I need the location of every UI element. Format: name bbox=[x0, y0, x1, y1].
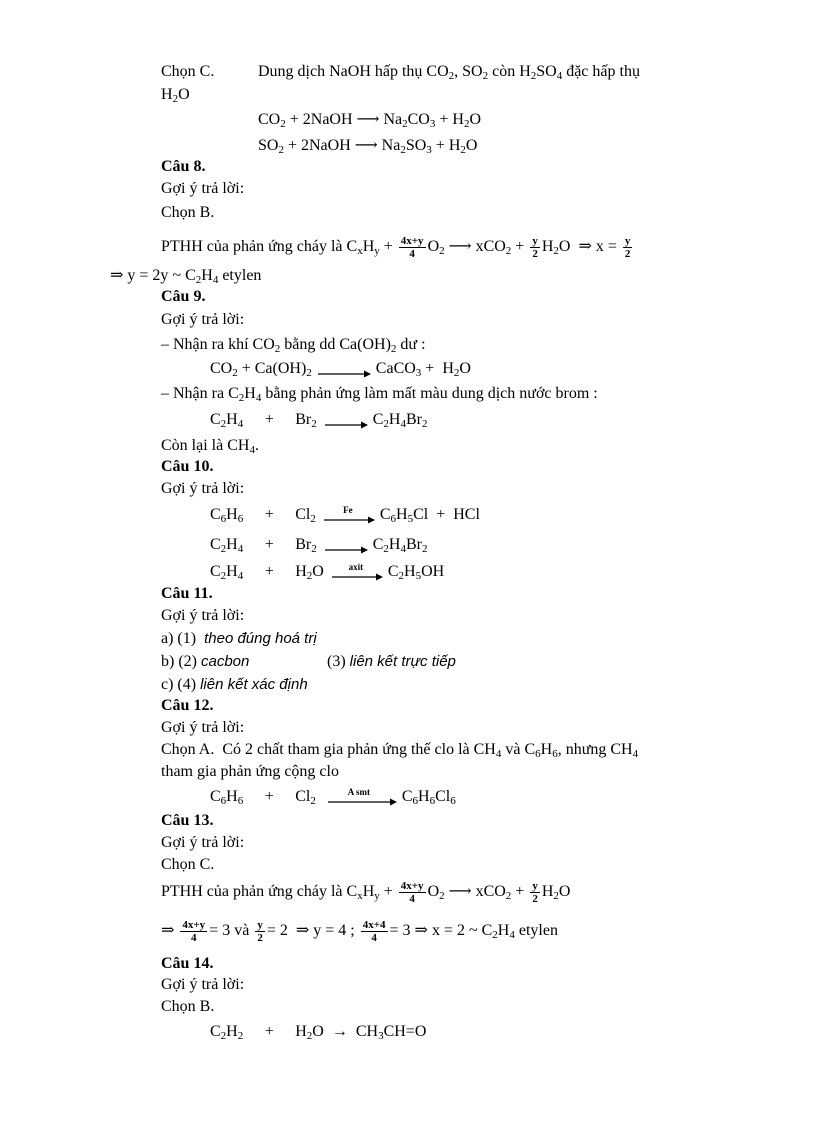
answer-item: c) (4) liên kết xác định bbox=[161, 676, 308, 693]
combustion-equation: PTHH của phản ứng cháy là $C_xH_y$ + $\frac{4x+y}{4}$ $O_2$ ⟶ xCO$_2$ + $\frac{y}{2}$ $H_2O$ ⇒ x = $\frac{y}{2}$ bbox=[161, 234, 631, 260]
remaining-line: Còn lại là $CH_4$. bbox=[161, 437, 259, 456]
fraction: $\frac{4x+y}{4}$ bbox=[400, 234, 424, 260]
choice-label: Chọn B. bbox=[161, 204, 215, 221]
method-line: – Nhận ra khí $CO_2$ bằng dd $Ca(OH)_2$ dư : bbox=[161, 336, 426, 355]
answer-line bbox=[161, 62, 214, 82]
equation: $C_6H_6 + Cl_2$ A smt $C_6H_6Cl_6$ bbox=[210, 787, 456, 807]
hint-label: Gợi ý trả lời: bbox=[161, 311, 245, 328]
question-heading: Câu 8. bbox=[161, 158, 206, 175]
reaction-arrow bbox=[316, 360, 372, 378]
hint-label: Gợi ý trả lời: bbox=[161, 180, 245, 197]
fraction: $\frac{4x+y}{4}$ bbox=[182, 918, 206, 944]
question-heading: Câu 14. bbox=[161, 955, 214, 972]
answer-item: a) (1) theo đúng hoá trị bbox=[161, 630, 317, 647]
hint-label: Gợi ý trả lời: bbox=[161, 719, 245, 736]
question-heading: Câu 13. bbox=[161, 812, 214, 829]
hint-label: Gợi ý trả lời: bbox=[161, 976, 245, 993]
question-heading: Câu 9. bbox=[161, 288, 206, 305]
equation: $C_2H_2 + H_2O \to CH_3CH=O$ bbox=[210, 1023, 427, 1042]
reaction-arrow bbox=[321, 411, 369, 429]
explanation-line: Chọn A. Có 2 chất tham gia phản ứng thế clo là $CH_4$ và $C_6H_6$, nhưng $CH_4$ bbox=[161, 741, 639, 760]
explanation-line: tham gia phản ứng cộng clo bbox=[161, 763, 339, 780]
reaction-arrow: axit bbox=[328, 563, 384, 581]
result-line: ⇒ $\frac{4x+y}{4}$ = 3 và $\frac{y}{2}$ = 2 ⇒ y = 4 ; $\frac{4x+4}{4}$ = 3 ⇒ x = 2 ~ $C_2H_4$ etylen bbox=[161, 918, 558, 944]
choice-label: Chọn C. bbox=[161, 63, 215, 80]
fraction: $\frac{4x+4}{4}$ bbox=[362, 918, 386, 944]
question-heading: Câu 10. bbox=[161, 458, 214, 475]
fraction: $\frac{4x+y}{4}$ bbox=[400, 879, 424, 905]
question-heading: Câu 12. bbox=[161, 697, 214, 714]
equation: $C_2H_4 + H_2O$ axit $C_2H_5OH$ bbox=[210, 562, 445, 582]
combustion-equation: PTHH của phản ứng cháy là $C_xH_y$ + $\frac{4x+y}{4}$ $O_2$ ⟶ xCO$_2$ + $\frac{y}{2}$ $H_2O$ bbox=[161, 879, 571, 905]
choice-label: Chọn C. bbox=[161, 856, 215, 873]
fraction: $\frac{y}{2}$ bbox=[532, 234, 538, 260]
answer-item: (3) liên kết trực tiếp bbox=[327, 653, 456, 670]
reaction-arrow: Fe bbox=[320, 506, 376, 524]
naoh-explanation-cont: $H_2O$ bbox=[161, 86, 190, 105]
result-line: ⇒ y = 2y ~ $C_2H_4$ etylen bbox=[110, 267, 262, 286]
equation: $C_2H_4 + Br_2$ $C_2H_4Br_2$ bbox=[210, 536, 428, 555]
choice-label: Chọn B. bbox=[161, 998, 215, 1015]
equation: $C_2H_4 + Br_2$ $C_2H_4Br_2$ bbox=[210, 411, 428, 430]
fraction: $\frac{y}{2}$ bbox=[532, 879, 538, 905]
equation: $CO_2$ + 2NaOH ⟶ $Na_2CO_3 + H_2O$ bbox=[258, 111, 481, 130]
equation: $SO_2$ + 2NaOH ⟶ $Na_2SO_3 + H_2O$ bbox=[258, 137, 478, 156]
equation: $CO_2 + Ca(OH)_2$ CaCO$_3$ + $H_2O$ bbox=[210, 360, 471, 379]
fraction: $\frac{y}{2}$ bbox=[257, 918, 263, 944]
naoh-explanation: Dung dịch NaOH hấp thụ $CO_2$, $SO_2$ còn $H_2SO_4$ đặc hấp thụ bbox=[258, 63, 640, 82]
fraction: $\frac{y}{2}$ bbox=[624, 234, 631, 260]
reaction-arrow bbox=[321, 536, 369, 554]
reaction-arrow: A smt bbox=[320, 788, 398, 806]
equation: $C_6H_6 + Cl_2$ Fe $C_6H_5Cl$ + HCl bbox=[210, 505, 480, 525]
question-heading: Câu 11. bbox=[161, 585, 213, 602]
hint-label: Gợi ý trả lời: bbox=[161, 607, 245, 624]
hint-label: Gợi ý trả lời: bbox=[161, 480, 245, 497]
answer-item: b) (2) cacbon bbox=[161, 653, 250, 670]
hint-label: Gợi ý trả lời: bbox=[161, 834, 245, 851]
method-line: – Nhận ra $C_2H_4$ bằng phản ứng làm mất màu dung dịch nước brom : bbox=[161, 385, 598, 404]
